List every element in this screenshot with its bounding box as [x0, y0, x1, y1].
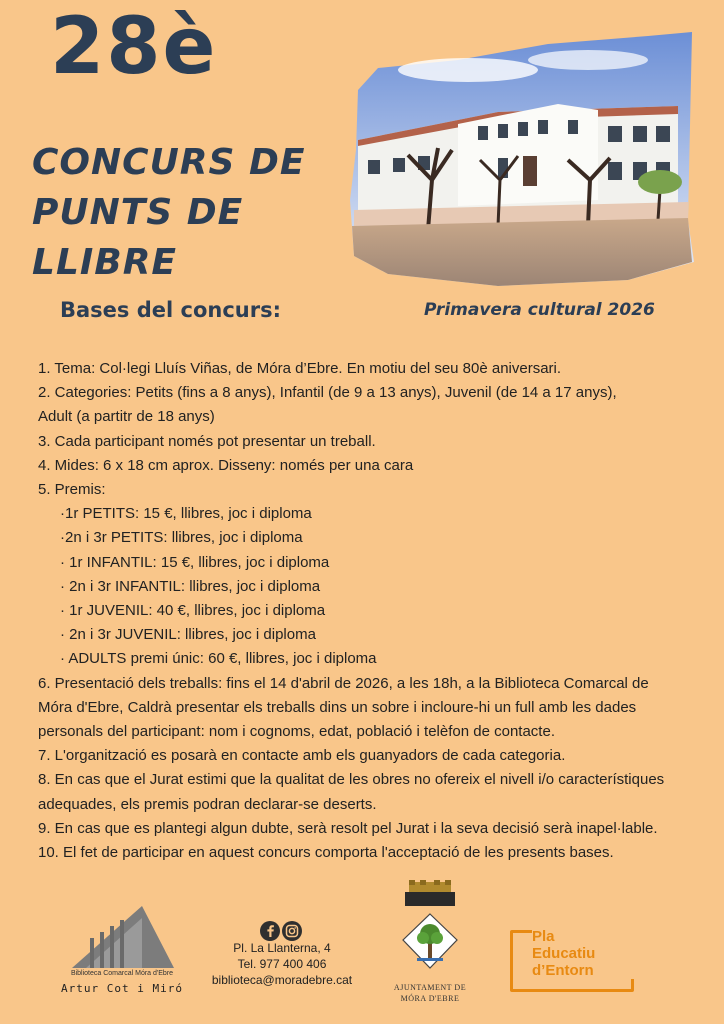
- prize-line: ·2n i 3r PETITS: llibres, joc i diploma: [60, 529, 303, 547]
- title-line-2: PUNTS DE LLIBRE: [32, 192, 244, 283]
- rules-list: [38, 357, 706, 865]
- title-line-1: CONCURS DE: [32, 142, 306, 183]
- facebook-icon[interactable]: [260, 921, 280, 941]
- town-council-line-1: AJUNTAMENT DE: [393, 983, 467, 992]
- contest-title: [32, 138, 362, 288]
- rule-line: personals del participant: nom i cognoms, edat, població i telèfon de contacte.: [38, 723, 555, 741]
- rule-line: 1. Tema: Col·legi Lluís Viñas, de Móra d’Ebre. En motiu del seu 80è aniversari.: [38, 360, 562, 377]
- prize-line: · 2n i 3r JUVENIL: llibres, joc i diploma: [60, 626, 316, 644]
- pla-line-3: d’Entorn: [532, 962, 594, 979]
- prize-line: · ADULTS premi únic: 60 €, llibres, joc i diploma: [60, 650, 377, 668]
- phone: Tel. 977 400 406: [237, 957, 327, 971]
- rule-line: 8. En cas que el Jurat estimi que la qualitat de les obres no ofereix el nivell i/o característiques: [38, 771, 665, 789]
- rule-line: 2. Categories: Petits (fins a 8 anys), Infantil (de 9 a 13 anys), Juvenil (de 14 a 17 anys),: [38, 384, 617, 402]
- school-building-photo: [348, 30, 694, 286]
- library-name: Artur Cot i Miró: [61, 982, 183, 995]
- rule-line: 10. El fet de participar en aquest concurs comporta l'acceptació de les presents bases.: [38, 844, 614, 862]
- instagram-icon[interactable]: [282, 921, 302, 941]
- email[interactable]: biblioteca@moradebre.cat: [211, 973, 353, 987]
- rule-line: 3. Cada participant només pot presentar un treball.: [38, 432, 376, 450]
- rule-line: Móra d'Ebre, Caldrà presentar els treballs dins un sobre i incloure-hi un full amb les dades: [38, 698, 637, 716]
- prize-line: · 2n i 3r INFANTIL: llibres, joc i diploma: [60, 577, 321, 595]
- season-label: Primavera cultural 2026: [424, 300, 655, 320]
- rule-line: 9. En cas que es plantegi algun dubte, serà resolt pel Jurat i la seva decisió serà inapel·lable.: [38, 819, 658, 837]
- pla-line-2: Educatiu: [532, 945, 596, 962]
- prize-line: · 1r JUVENIL: 40 €, llibres, joc i diploma: [60, 602, 326, 620]
- pla-logo-text: [532, 928, 636, 979]
- prize-line: · 1r INFANTIL: 15 €, llibres, joc i diploma: [60, 553, 330, 571]
- address: Pl. La Llanterna, 4: [233, 941, 331, 955]
- pla-line-1: Pla: [532, 928, 555, 945]
- rule-line: adequades, els premis podran declarar-se deserts.: [38, 795, 377, 813]
- town-council-label: [380, 982, 480, 1004]
- rule-line: 5. Premis:: [38, 481, 106, 499]
- edition-number: 28è: [50, 2, 218, 92]
- rule-line: 7. L'organització es posarà en contacte amb els guanyadors de cada categoria.: [38, 747, 566, 765]
- bases-heading: Bases del concurs:: [60, 298, 281, 322]
- pla-educatiu-logo: [510, 928, 632, 988]
- social-icons: [259, 920, 303, 942]
- town-crest-icon: [395, 880, 465, 980]
- town-council-line-2: MÓRA D'EBRE: [400, 994, 460, 1003]
- library-subtitle: Biblioteca Comarcal Móra d'Ebre: [70, 970, 174, 977]
- rule-line: 6. Presentació dels treballs: fins el 14 d'abril de 2026, a les 18h, a la Biblioteca Comarcal de: [38, 674, 649, 692]
- prize-line: ·1r PETITS: 15 €, llibres, joc i diploma: [60, 505, 312, 523]
- contact-info: [196, 940, 368, 988]
- rule-line: Adult (a partitr de 18 anys): [38, 408, 215, 426]
- rule-line: 4. Mides: 6 x 18 cm aprox. Disseny: només per una cara: [38, 456, 414, 474]
